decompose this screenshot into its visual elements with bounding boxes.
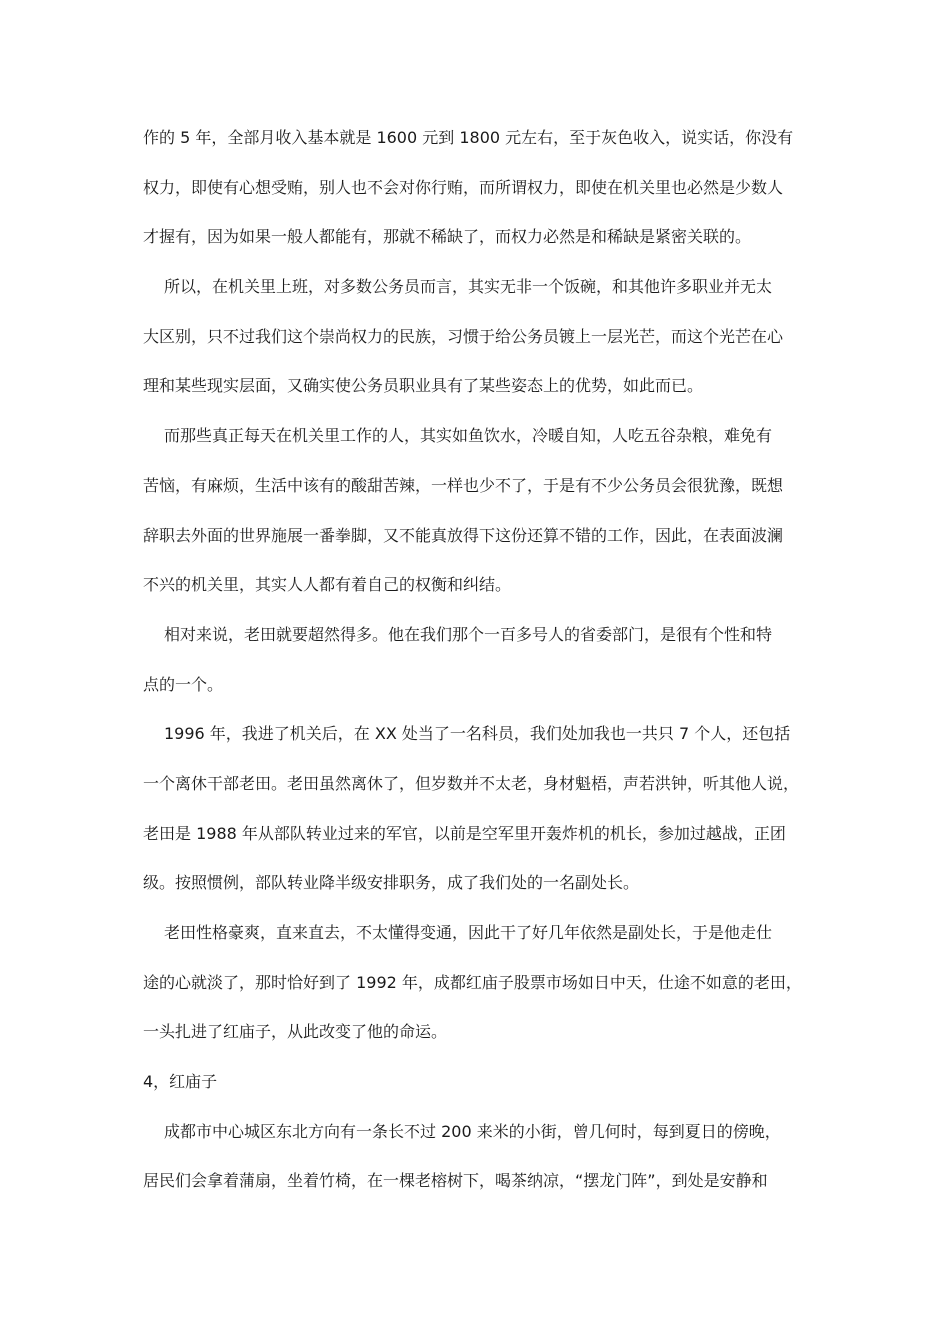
text-line: 途的心就淡了，那时恰好到了 1992 年，成都红庙子股票市场如日中天，仕途不如意的老田， xyxy=(143,972,802,992)
text-line: 点的一个。 xyxy=(143,674,224,694)
text-line: 苦恼，有麻烦，生活中该有的酸甜苦辣，一样也少不了，于是有不少公务员会很犹豫，既想 xyxy=(143,475,784,495)
text-line: 老田性格豪爽，直来直去，不太懂得变通，因此干了好几年依然是副处长，于是他走仕 xyxy=(164,923,773,942)
text-line: 1996 年，我进了机关后，在 XX 处当了一名科员，我们处加我也一共只 7 个人，还包括 xyxy=(164,724,791,744)
text-line: 一个离休干部老田。老田虽然离休了，但岁数并不太老，身材魁梧，声若洪钟，听其他人说， xyxy=(143,773,800,793)
text-line: 辞职去外面的世界施展一番拳脚，又不能真放得下这份还算不错的工作，因此，在表面波澜 xyxy=(143,525,784,545)
section-heading xyxy=(143,1057,808,1107)
text-line: 作的 5 年，全部月收入基本就是 1600 元到 1800 元左右，至于灰色收入，说实话，你没有 xyxy=(143,128,794,147)
text-line: 所以，在机关里上班，对多数公务员而言，其实无非一个饭碗，和其他许多职业并无太 xyxy=(164,277,773,297)
paragraph-1 xyxy=(143,113,808,262)
text-line: 而那些真正每天在机关里工作的人，其实如鱼饮水，冷暖自知，人吃五谷杂粮，难免有 xyxy=(164,426,773,446)
section-heading-text: 4，红庙子 xyxy=(143,1072,218,1092)
paragraph-6 xyxy=(143,908,808,1057)
text-line: 权力，即使有心想受贿，别人也不会对你行贿，而所谓权力，即使在机关里也必然是少数人 xyxy=(143,177,784,197)
paragraph-5 xyxy=(143,709,808,908)
text-line: 相对来说，老田就要超然得多。他在我们那个一百多号人的省委部门，是很有个性和特 xyxy=(164,624,773,644)
paragraph-7 xyxy=(143,1107,808,1206)
text-line: 不兴的机关里，其实人人都有着自己的权衡和纠结。 xyxy=(143,575,512,595)
paragraph-4 xyxy=(143,610,808,709)
text-line: 老田是 1988 年从部队转业过来的军官，以前是空军里开轰炸机的机长，参加过越战，正团 xyxy=(143,823,786,843)
text-line: 一头扎进了红庙子，从此改变了他的命运。 xyxy=(143,1022,448,1042)
text-line: 理和某些现实层面，又确实使公务员职业具有了某些姿态上的优势，如此而已。 xyxy=(143,376,704,396)
paragraph-2 xyxy=(143,262,808,411)
text-line: 成都市中心城区东北方向有一条长不过 200 来米的小街，曾几何时，每到夏日的傍晚， xyxy=(164,1121,781,1141)
text-line: 才握有，因为如果一般人都能有，那就不稀缺了，而权力必然是和稀缺是紧密关联的。 xyxy=(143,227,752,247)
text-line: 大区别，只不过我们这个崇尚权力的民族，习惯于给公务员镀上一层光芒，而这个光芒在心 xyxy=(143,326,784,346)
paragraph-3 xyxy=(143,411,808,610)
text-line: 级。按照惯例，部队转业降半级安排职务，成了我们处的一名副处长。 xyxy=(143,873,640,893)
document-body xyxy=(143,113,808,1206)
text-line: 居民们会拿着蒲扇，坐着竹椅，在一棵老榕树下，喝茶纳凉，“摆龙门阵”，到处是安静和 xyxy=(143,1171,768,1191)
